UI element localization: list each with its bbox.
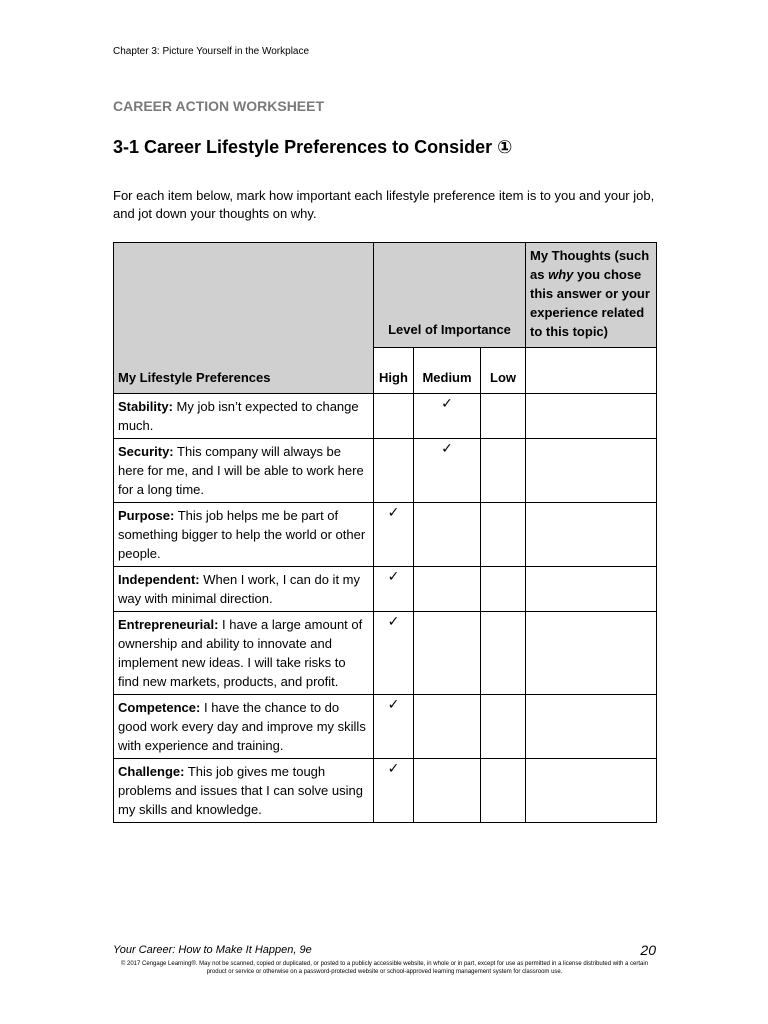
importance-medium-cell[interactable] bbox=[414, 394, 481, 439]
preference-label: Security: bbox=[118, 444, 174, 459]
thoughts-header: My Thoughts (such as why you chose this answer or your experience related to this topic) bbox=[526, 243, 657, 348]
preference-label: Entrepreneurial: bbox=[118, 617, 219, 632]
importance-medium-cell[interactable] bbox=[414, 567, 481, 612]
preference-cell bbox=[114, 503, 374, 567]
preference-cell bbox=[114, 394, 374, 439]
table-row bbox=[114, 759, 657, 823]
importance-medium-cell[interactable] bbox=[414, 439, 481, 503]
page-title: 3-1 Career Lifestyle Preferences to Consider ① bbox=[113, 137, 513, 157]
preference-label: Challenge: bbox=[118, 764, 185, 779]
thoughts-cell[interactable] bbox=[526, 695, 657, 759]
table-row bbox=[114, 439, 657, 503]
importance-high-cell[interactable] bbox=[374, 439, 414, 503]
preference-description: I have a large amount of ownership and ability to innovate and implement new ideas. I will take risks to find new markets, products, and profit. bbox=[118, 617, 363, 689]
preference-description: When I work, I can do it my way with minimal direction. bbox=[118, 572, 360, 606]
preference-cell bbox=[114, 567, 374, 612]
preference-label: Independent: bbox=[118, 572, 200, 587]
importance-low-cell[interactable] bbox=[481, 394, 526, 439]
thoughts-subheader-cell bbox=[526, 348, 657, 394]
check-mark-icon: ✓ bbox=[441, 395, 453, 411]
preference-description: This job helps me be part of something bigger to help the world or other people. bbox=[118, 508, 366, 561]
chapter-heading: Chapter 3: Picture Yourself in the Workplace bbox=[113, 46, 310, 57]
importance-low-cell[interactable] bbox=[481, 695, 526, 759]
importance-medium-cell[interactable] bbox=[414, 695, 481, 759]
importance-low-cell[interactable] bbox=[481, 612, 526, 695]
check-mark-icon: ✓ bbox=[387, 568, 400, 584]
importance-high-cell[interactable] bbox=[374, 695, 414, 759]
importance-high-cell[interactable] bbox=[374, 612, 414, 695]
thoughts-cell[interactable] bbox=[526, 394, 657, 439]
preference-description: My job isn’t expected to change much. bbox=[118, 399, 359, 433]
section-heading: CAREER ACTION WORKSHEET bbox=[113, 98, 325, 114]
worksheet-table bbox=[113, 242, 657, 823]
page-number: 20 bbox=[640, 942, 656, 958]
importance-low-cell[interactable] bbox=[481, 759, 526, 823]
importance-medium-cell[interactable] bbox=[414, 759, 481, 823]
level-of-importance-header: Level of Importance bbox=[374, 243, 526, 348]
importance-low-cell[interactable] bbox=[481, 567, 526, 612]
preference-label: Stability: bbox=[118, 399, 173, 414]
importance-high-cell[interactable] bbox=[374, 503, 414, 567]
thoughts-cell[interactable] bbox=[526, 439, 657, 503]
thoughts-cell[interactable] bbox=[526, 567, 657, 612]
importance-low-cell[interactable] bbox=[481, 503, 526, 567]
importance-low-cell[interactable] bbox=[481, 439, 526, 503]
preference-description: This job gives me tough problems and issues that I can solve using my skills and knowledge. bbox=[118, 764, 363, 817]
preference-cell bbox=[114, 759, 374, 823]
thoughts-cell[interactable] bbox=[526, 759, 657, 823]
check-mark-icon: ✓ bbox=[441, 440, 453, 456]
col-high-header: High bbox=[374, 348, 414, 394]
importance-medium-cell[interactable] bbox=[414, 503, 481, 567]
preference-cell bbox=[114, 612, 374, 695]
intro-paragraph: For each item below, mark how important each lifestyle preference item is to you and your job, and jot down your thoughts on why. bbox=[113, 188, 655, 221]
table-row bbox=[114, 503, 657, 567]
thoughts-cell[interactable] bbox=[526, 503, 657, 567]
check-mark-icon: ✓ bbox=[387, 696, 400, 712]
footer-book-title: Your Career: How to Make It Happen, 9e bbox=[113, 944, 312, 956]
preference-label: Purpose: bbox=[118, 508, 175, 523]
preference-label: Competence: bbox=[118, 700, 201, 715]
preference-description: I have the chance to do good work every day and improve my skills with experience and training. bbox=[118, 700, 366, 753]
table-row bbox=[114, 567, 657, 612]
importance-high-cell[interactable] bbox=[374, 394, 414, 439]
col-medium-header: Medium bbox=[414, 348, 481, 394]
importance-high-cell[interactable] bbox=[374, 567, 414, 612]
check-mark-icon: ✓ bbox=[387, 504, 400, 520]
preferences-header: My Lifestyle Preferences bbox=[114, 243, 374, 394]
importance-high-cell[interactable] bbox=[374, 759, 414, 823]
copyright-notice: © 2017 Cengage Learning®. May not be scanned, copied or duplicated, or posted to a publicly accessible website, in whole or in part, except for use as permitted in a license distributed with a certain product or service or otherwise on a password-protected website or school-approved learning management system for classroom use. bbox=[120, 961, 649, 975]
importance-medium-cell[interactable] bbox=[414, 612, 481, 695]
col-low-header: Low bbox=[481, 348, 526, 394]
preference-cell bbox=[114, 439, 374, 503]
preference-cell bbox=[114, 695, 374, 759]
check-mark-icon: ✓ bbox=[387, 760, 400, 776]
check-mark-icon: ✓ bbox=[387, 613, 400, 629]
thoughts-cell[interactable] bbox=[526, 612, 657, 695]
table-row bbox=[114, 695, 657, 759]
preference-description: This company will always be here for me, and I will be able to work here for a long time. bbox=[118, 444, 364, 497]
table-row bbox=[114, 612, 657, 695]
table-row bbox=[114, 394, 657, 439]
